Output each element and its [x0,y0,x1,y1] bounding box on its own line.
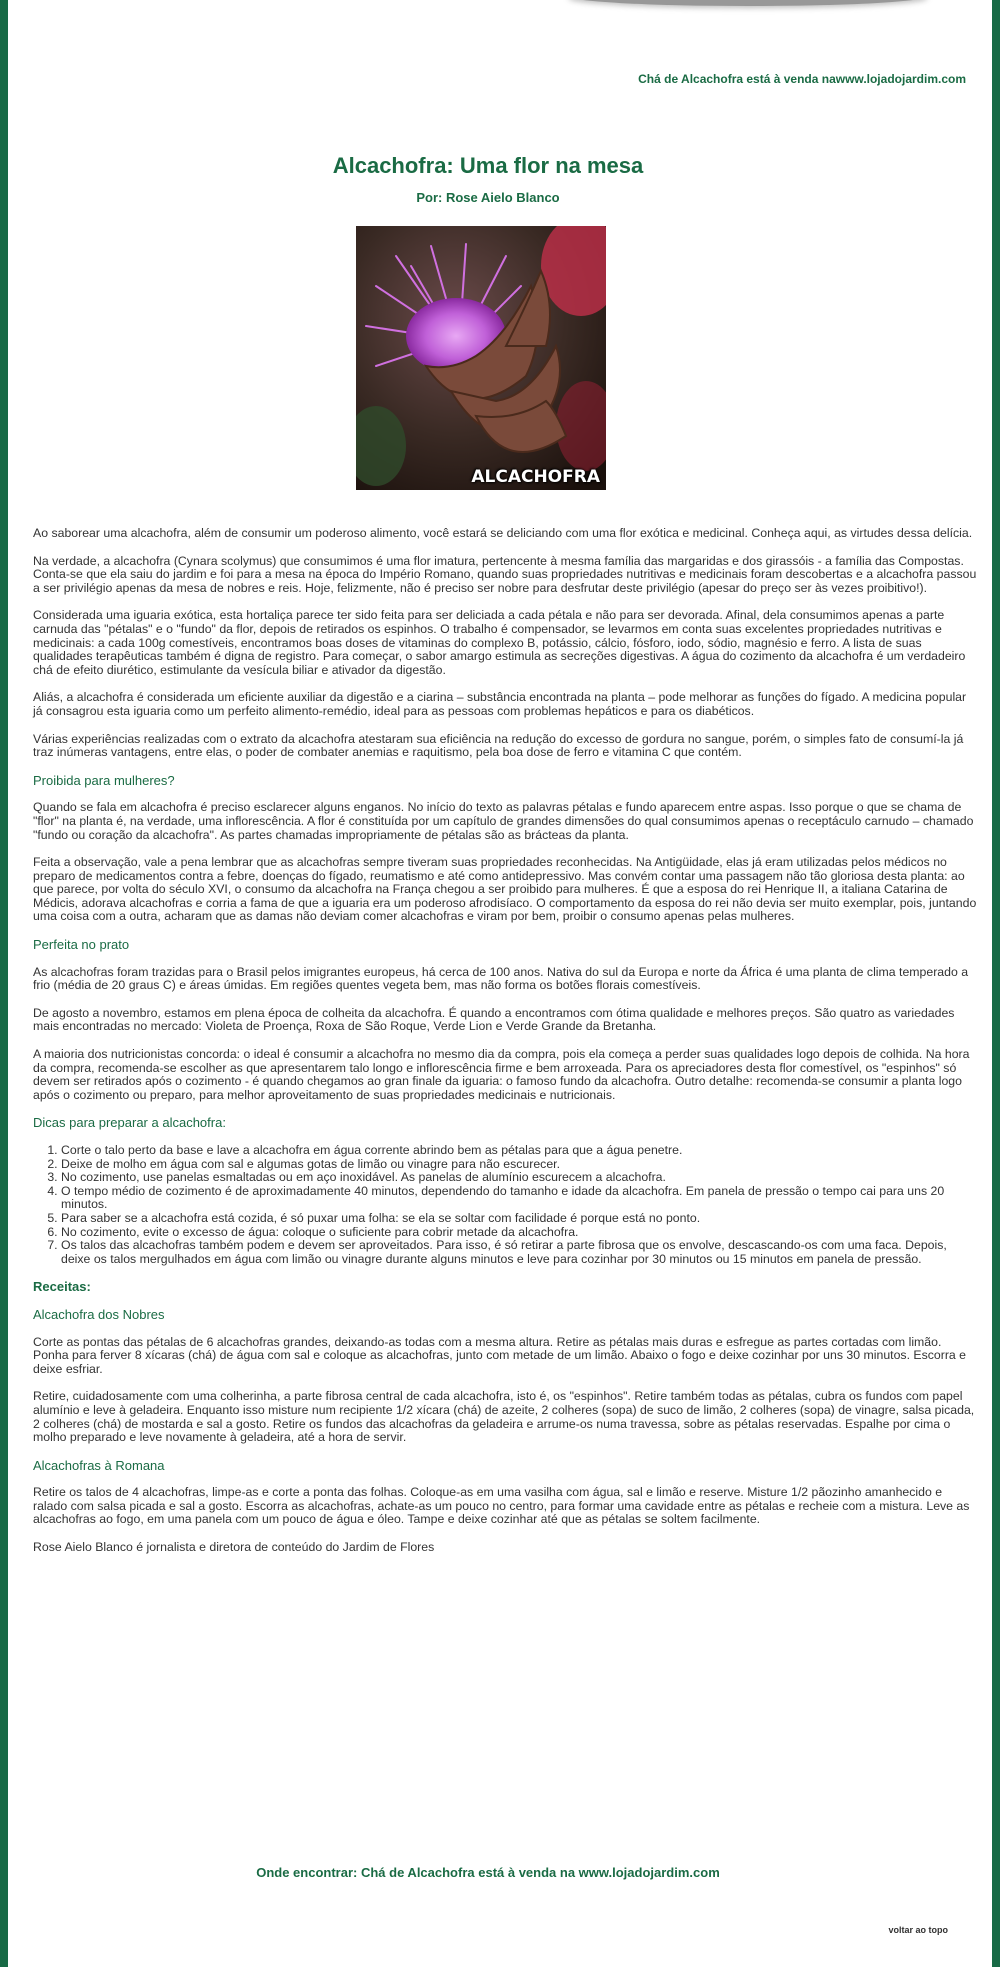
paragraph: Corte as pontas das pétalas de 6 alcachofras grandes, deixando-as todas com a mesma altura. Retire as pétalas mais duras e esfregue as partes cortadas com limão. Ponha para ferver 8 xícaras (chá) de água com sal e coloque as alcachofras, junto com metade de um limão. Abaixo o fogo e deixe cozinhar por uns 30 minutos. Escorra e deixe esfriar. [33,1334,967,1376]
paragraph: Quando se fala em alcachofra é preciso esclarecer alguns enganos. No início do texto as palavras pétalas e fundo aparecem entre aspas. Isso porque o que se chama de "flor" na planta é, na verdade, uma inflorescência. A flor é constituída por um capítulo de grandes dimensões do qual consumimos apenas o receptáculo carnudo – chamado "fundo ou coração da alcachofra". As partes chamadas impropriamente de pétalas são as brácteas da planta. [33,800,974,842]
paragraph: Retire os talos de 4 alcachofras, limpe-as e corte a ponta das folhas. Coloque-as em uma vasilha com água, sal e limão e reserve. Misture 1/2 pãozinho amanhecido e ralado com salsa picada e sal a gosto. Escorra as alcachofras, achate-as um pouco no centro, para formar uma cavidade entre as pétalas e recheie com a mistura. Leve as alcachofras ao fogo, em uma panela com um pouco de água e óleo. Tampe e deixe cozinhar até que as pétalas se soltem facilmente. [33,1485,970,1527]
paragraph: Considerada uma iguaria exótica, esta hortaliça parece ter sido feita para ser deliciada a cada pétala e não para ser devorada. Afinal, dela consumimos apenas a parte carnuda das "pétalas" e o "fundo" da flor, depois de retirados os espinhos. O trabalho é compensador, se levarmos em conta suas excelentes propriedades nutritivas e medicinais: a cada 100g comestíveis, encontramos boas doses de vitaminas do complexo B, potássio, cálcio, fósforo, iodo, sódio, magnésio e ferro. A lista de suas qualidades terapêuticas também é digna de registro. Para começar, o sabor amargo estimula as secreções digestivas. A água do cozimento da alcachofra é um verdadeiro chá de efeito diurético, estimulante da vesícula biliar e ativador da digestão. [33,608,966,677]
paragraph: Várias experiências realizadas com o extrato da alcachofra atestaram sua eficiência na redução do excesso de gordura no sangue, porém, o simples fato de consumí-la já traz inúmeras vantagens, entre elas, o poder de combater anemias e raquitismo, pela boa dose de ferro e vitamina C que contém. [33,731,964,760]
author-note: Rose Aielo Blanco é jornalista e diretora de conteúdo do Jardim de Flores [33,1540,435,1555]
recipe-title: Alcachofras à Romana [33,1457,165,1473]
artichoke-illustration [356,226,606,490]
paragraph: De agosto a novembro, estamos em plena época de colheita da alcachofra. É quando a encontramos com ótima qualidade e melhores preços. São quatro as variedades mais encontradas no mercado: Violeta de Proença, Roxa de São Roque, Verde Lion e Verde Grande da Bretanha. [33,1005,955,1034]
top-promo-link[interactable]: Chá de Alcachofra está à venda nawww.lojadojardim.com [638,72,966,86]
article-body [33,527,978,1569]
section-heading: Proibida para mulheres? [33,772,175,788]
where-to-buy-link[interactable]: Onde encontrar: Chá de Alcachofra está à venda na www.lojadojardim.com [256,1865,720,1880]
page-title: Alcachofra: Uma flor na mesa [332,153,644,178]
byline: Por: Rose Aielo Blanco [416,190,560,205]
back-to-top-link[interactable]: voltar ao topo [888,1925,948,1935]
section-heading: Perfeita no prato [33,937,130,953]
paragraph: Na verdade, a alcachofra (Cynara scolymus) que consumimos é uma flor imatura, pertencente à mesma família das margaridas e dos girassóis - a família das Compostas. Conta-se que ela saiu do jardim e foi para a mesa na época do Império Romano, quando suas propriedades nutritivas e medicinais foram descobertas e a alcachofra passou a ser privilégio apenas da mesa de nobres e reis. Hoje, felizmente, não é preciso ser nobre para desfrutar deste privilégio (apesar do preço ser às vezes proibitivo!). [33,553,977,595]
paragraph: Feita a observação, vale a pena lembrar que as alcachofras sempre tiveram suas propriedades reconhecidas. Na Antigüidade, elas já eram utilizadas pelos médicos no preparo de medicamentos contra a febre, doenças do fígado, reumatismo e até como antidepressivo. Mas convém contar uma passagem não tão gloriosa desta planta: ao que parece, por volta do século XVI, o consumo da alcachofra na França chegou a ser proibido para mulheres. É que a esposa do rei Henrique II, a italiana Catarina de Médicis, adorava alcachofras e corria a fama de que a iguaria era um poderoso afrodisíaco. O comportamento da esposa do rei não devia ser muito exemplar, pois, juntando uma coisa com a outra, acharam que as damas não deviam comer alcachofras e viram por bem, proibir o consumo apenas pelas mulheres. [33,855,977,924]
paragraph: Ao saborear uma alcachofra, além de consumir um poderoso alimento, você estará se deliciando com uma flor exótica e medicinal. Conheça aqui, as virtudes dessa delícia. [33,526,973,540]
paragraph: A maioria dos nutricionistas concorda: o ideal é consumir a alcachofra no mesmo dia da compra, pois ela começa a perder suas qualidades logo depois de colhida. Na hora da compra, recomenda-se escolher as que apresentarem talo longo e inflorescência firme e bem arroxeada. Para os apreciadores desta flor comestível, os "espinhos" só devem ser retirados após o cozimento - é quando chegamos ao gran finale da iguaria: o famoso fundo da alcachofra. Outro detalhe: recomenda-se consumir a planta logo após o cozimento ou preparo, para melhor aproveitamento de suas propriedades medicinais e nutricionais. [33,1047,970,1102]
image-caption: ALCACHOFRA [471,467,600,487]
section-heading: Dicas para preparar a alcachofra: [33,1115,226,1131]
recipe-title: Alcachofra dos Nobres [33,1306,165,1322]
page-container [8,0,992,1967]
recipes-heading: Receitas: [33,1279,91,1295]
paragraph: Retire, cuidadosamente com uma colherinha, a parte fibrosa central de cada alcachofra, isto é, os "espinhos". Retire também todas as pétalas, cubra os fundos com papel alumínio e leve à geladeira. Enquanto isso misture num recipiente 1/2 xícara (chá) de azeite, 2 colheres (sopa) de suco de limão, 2 colheres (sopa) de vinagre, salsa picada, 2 colheres (chá) de mostarda e sal a gosto. Retire os fundos das alcachofras da geladeira e arrume-os numa travessa, sobre as pétalas reservadas. Espalhe por cima o molho preparado e leve novamente à geladeira, até a hora de servir. [33,1389,975,1445]
list-item: 6. No cozimento, evite o excesso de água: coloque o suficiente para cobrir metade da alcachofra. [61,1226,978,1240]
list-item: 3. No cozimento, use panelas esmaltadas ou em aço inoxidável. As panelas de alumínio escurecem a alcachofra. [61,1171,978,1185]
paragraph: Aliás, a alcachofra é considerada um eficiente auxiliar da digestão e a ciarina – substância encontrada na planta – pode melhorar as funções do fígado. A medicina popular já consagrou esta iguaria como um perfeito alimento-remédio, ideal para as pessoas com problemas hepáticos e para os diabéticos. [33,690,967,718]
top-decoration [568,0,928,6]
paragraph: As alcachofras foram trazidas para o Brasil pelos imigrantes europeus, há cerca de 100 anos. Nativa do sul da Europa e norte da África é uma planta de clima temperado a frio (média de 20 graus C) e áreas úmidas. Em regiões quentes vegeta bem, mas não forma os botões florais comestíveis. [33,964,969,993]
list-item: 7. Os talos das alcachofras também podem e devem ser aproveitados. Para isso, é só retirar a parte fibrosa que os envolve, descascando-os com uma faca. Depois, deixe os talos mergulhados em água com limão ou vinagre durante alguns minutos e leve para cozinhar por 30 minutos ou 15 minutos em panela de pressão. [61,1239,978,1266]
list-item: 2. Deixe de molho em água com sal e algumas gotas de limão ou vinagre para não escurecer. [61,1158,978,1172]
list-item: 1. Corte o talo perto da base e lave a alcachofra em água corrente abrindo bem as pétalas para que a água penetre. [61,1144,978,1158]
tips-list [33,1144,978,1266]
artichoke-photo [356,226,606,490]
list-item: 5. Para saber se a alcachofra está cozida, é só puxar uma folha: se ela se soltar com facilidade é porque está no ponto. [61,1212,978,1226]
list-item: 4. O tempo médio de cozimento é de aproximadamente 40 minutos, dependendo do tamanho e idade da alcachofra. Em panela de pressão o tempo cai para uns 20 minutos. [61,1185,978,1212]
